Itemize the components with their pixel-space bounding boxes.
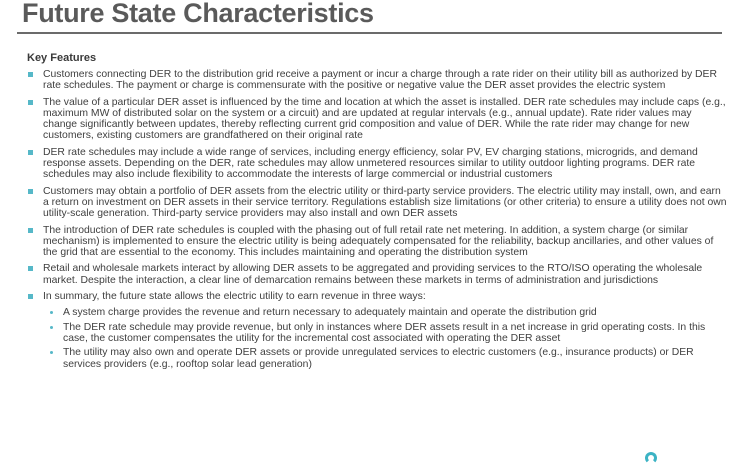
bullet-text: Customers may obtain a portfolio of DER assets from the electric utility or third-party service providers. The electric utility may install, own, and earn a return on investment on DER assets in their service territory. Regulations establish size limitations (or other criteria) to ensure a utility does not own utility-scale generation. Third-party service providers may also install and own DER assets [43, 185, 727, 220]
slide-content [27, 52, 727, 375]
square-bullet-icon [28, 228, 33, 233]
sub-bullet-text: The DER rate schedule may provide revenue, but only in instances where DER assets result in a net increase in grid operating costs. In this case, the customer compensates the utility for the incremental cost associated with operating the DER asset [63, 321, 706, 344]
bullet-item [27, 225, 727, 259]
bullet-item [27, 97, 727, 142]
bullet-text: In summary, the future state allows the electric utility to earn revenue in three ways: [43, 291, 426, 303]
sub-bullet-text: The utility may also own and operate DER assets or provide unregulated services to electric customers (e.g., insurance products) or DER services providers (e.g., rooftop solar lead generation) [63, 347, 694, 370]
bullet-item [27, 147, 727, 181]
bullet-item [27, 263, 727, 286]
revenue-ways-list [43, 307, 727, 369]
dot-bullet-icon [50, 326, 53, 329]
sub-bullet-item [43, 347, 727, 370]
bullet-item [27, 186, 727, 220]
dot-bullet-icon [50, 311, 53, 314]
dot-bullet-icon [50, 351, 53, 354]
bullet-text: Customers connecting DER to the distribution grid receive a payment or incur a charge through a rate rider on their utility bill as authorized by DER rate schedules. The payment or charge is commensurate with the positive or negative value the DER asset provides the electric system [43, 69, 717, 92]
square-bullet-icon [28, 294, 33, 299]
sub-bullet-item [43, 307, 727, 318]
bullet-text: DER rate schedules may include a wide range of services, including energy efficiency, solar PV, EV charging stations, microgrids, and demand response assets. Depending on the DER, rate schedules may allow unmetered resources similar to utility outdoor lighting programs. DER rate schedules may also include flexibility to accommodate the interests of large commercial or industrial customers [43, 146, 698, 181]
sub-bullet-text: A system charge provides the revenue and return necessary to adequately maintain and operate the distribution grid [63, 307, 597, 319]
square-bullet-icon [28, 266, 33, 271]
bullet-text: The value of a particular DER asset is influenced by the time and location at which the asset is installed. DER rate schedules may include caps (e.g., maximum MW of distributed solar on the system or a circuit) and are updated at regular intervals (e.g., annual update). Rate rider values may change significantly between updates, thereby reflecting current grid composition and value of DER. While the rate rider may change for new customers, existing customers are grandfathered on their original rate [43, 96, 726, 142]
bullet-item [27, 69, 727, 92]
sub-bullet-item [43, 322, 727, 345]
key-features-list [27, 69, 727, 370]
square-bullet-icon [28, 72, 33, 77]
brand-logo-icon [645, 452, 657, 464]
bullet-item-summary [27, 291, 727, 370]
square-bullet-icon [28, 150, 33, 155]
square-bullet-icon [28, 100, 33, 105]
bullet-text: Retail and wholesale markets interact by allowing DER assets to be aggregated and providing services to the RTO/ISO operating the wholesale market. Despite the interaction, a clear line of demarcation remains between these markets in terms of administration and jurisdictions [43, 263, 703, 286]
section-heading: Key Features [27, 52, 97, 64]
title-divider [17, 32, 722, 34]
bullet-text: The introduction of DER rate schedules is coupled with the phasing out of full retail rate net metering. In addition, a system charge (or similar mechanism) is implemented to ensure the electric utility is being adequately compensated for the reliability, backup ancillaries, and other values of the grid that are essential to the economy. This includes maintaining and operating the distribution system [43, 224, 714, 259]
slide-title: Future State Characteristics [22, 0, 374, 28]
square-bullet-icon [28, 189, 33, 194]
